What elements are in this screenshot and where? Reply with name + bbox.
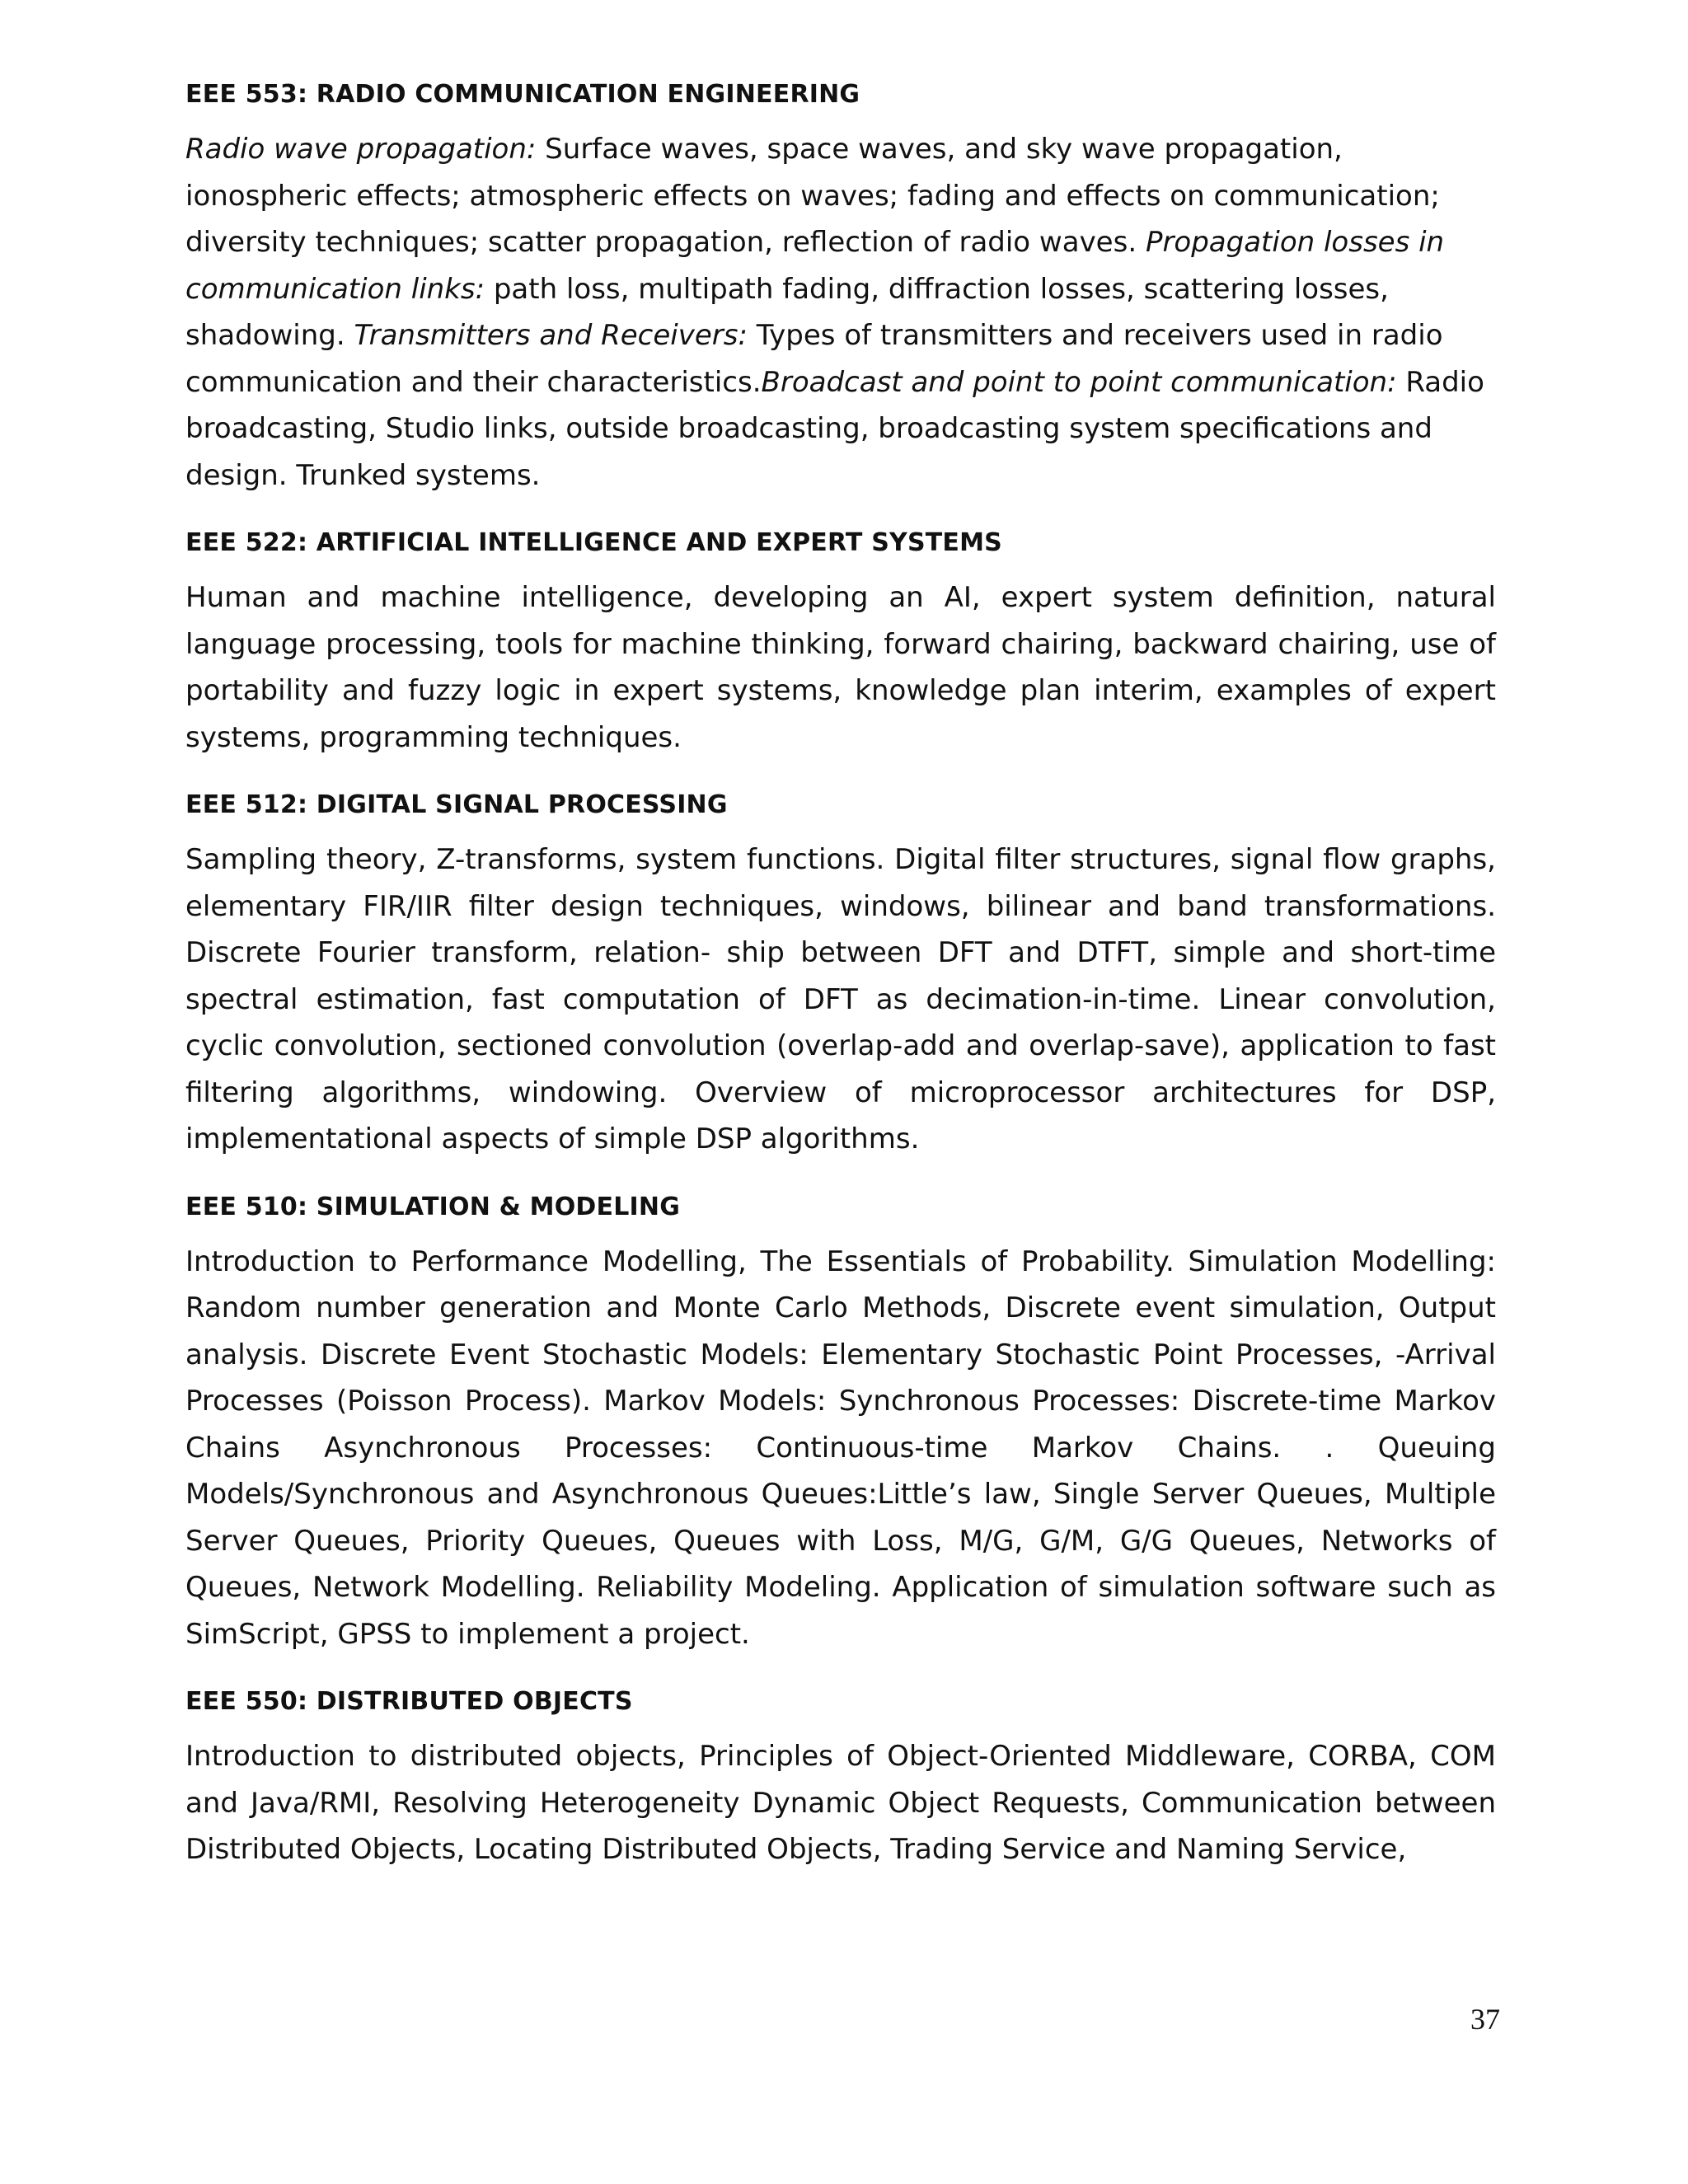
course-eee510 — [185, 1191, 1496, 1658]
course-description: Introduction to distributed objects, Principles of Object-Oriented Middleware, CORBA, COM and Java/RMI, Resolving Heterogeneity Dynamic Object Requests, Communication between Distributed Objects, Locating Distributed Objects, Trading Service and Naming Service, — [185, 1740, 1496, 1866]
document-page — [185, 78, 1496, 1901]
course-title: EEE 553: RADIO COMMUNICATION ENGINEERING — [185, 80, 860, 109]
course-title: EEE 550: DISTRIBUTED OBJECTS — [185, 1687, 633, 1716]
topic-heading: Radio wave propagation: — [185, 133, 537, 166]
topic-heading: Transmitters and Receivers: — [354, 319, 748, 352]
course-eee522 — [185, 527, 1496, 761]
course-description: Sampling theory, Z-transforms, system functions. Digital filter structures, signal flow graphs, elementary FIR/IIR filter design techniques, windows, bilinear and band transformations. Discrete Fourier transform, relation- ship between DFT and DTFT, simple and short-time spectral estimation, fast computation of DFT as decimation-in-time. Linear convolution, cyclic convolution, sectioned convolution (overlap-add and overlap-save), application to fast filtering algorithms, windowing. Overview of microprocessor architectures for DSP, implementational aspects of simple DSP algorithms. — [185, 843, 1496, 1155]
page-number: 37 — [1470, 2003, 1500, 2036]
course-description: Introduction to Performance Modelling, The Essentials of Probability. Simulation Modelling: Random number generation and Monte Carlo Methods, Discrete event simulation, Output analysis. Discrete Event Stochastic Models: Elementary Stochastic Point Processes, -Arrival Processes (Poisson Process). Markov Models: Synchronous Processes: Discrete-time Markov Chains Asynchronous Processes: Continuous-time Markov Chains. . Queuing Models/Synchronous and Asynchronous Queues:Little’s law, Single Server Queues, Multiple Server Queues, Priority Queues, Queues with Loss, M/G, G/M, G/G Queues, Networks of Queues, Network Modelling. Reliability Modeling. Application of simulation software such as SimScript, GPSS to implement a project. — [185, 1244, 1496, 1651]
course-description — [185, 126, 1496, 499]
description-text: Types of transmitters and receivers used in radio communication and their characteristics. — [185, 319, 1443, 399]
description-text: Surface waves, space waves, and sky wave propagation, ionospheric effects; atmospheric effects on waves; fading and effects on communication; diversity techniques; scatter propagation, reflection of radio waves. — [185, 133, 1440, 259]
description-text: path loss, multipath fading, diffraction losses, scattering losses, shadowing. — [185, 272, 1389, 352]
course-description: Human and machine intelligence, developing an AI, expert system definition, natural language processing, tools for machine thinking, forward chairing, backward chairing, use of portability and fuzzy logic in expert systems, knowledge plan interim, examples of expert systems, programming techniques. — [185, 581, 1496, 754]
course-eee512 — [185, 789, 1496, 1163]
course-title: EEE 510: SIMULATION & MODELING — [185, 1192, 681, 1221]
description-text: Radio broadcasting, Studio links, outside broadcasting, broadcasting system specifications and design. Trunked systems. — [185, 365, 1484, 492]
course-eee553 — [185, 78, 1496, 499]
course-title: EEE 512: DIGITAL SIGNAL PROCESSING — [185, 790, 728, 819]
topic-heading: Propagation losses in communication links: — [185, 226, 1445, 306]
topic-heading: Broadcast and point to point communication: — [761, 365, 1397, 399]
course-title: EEE 522: ARTIFICIAL INTELLIGENCE AND EXPERT SYSTEMS — [185, 528, 1002, 557]
course-eee550 — [185, 1685, 1496, 1873]
